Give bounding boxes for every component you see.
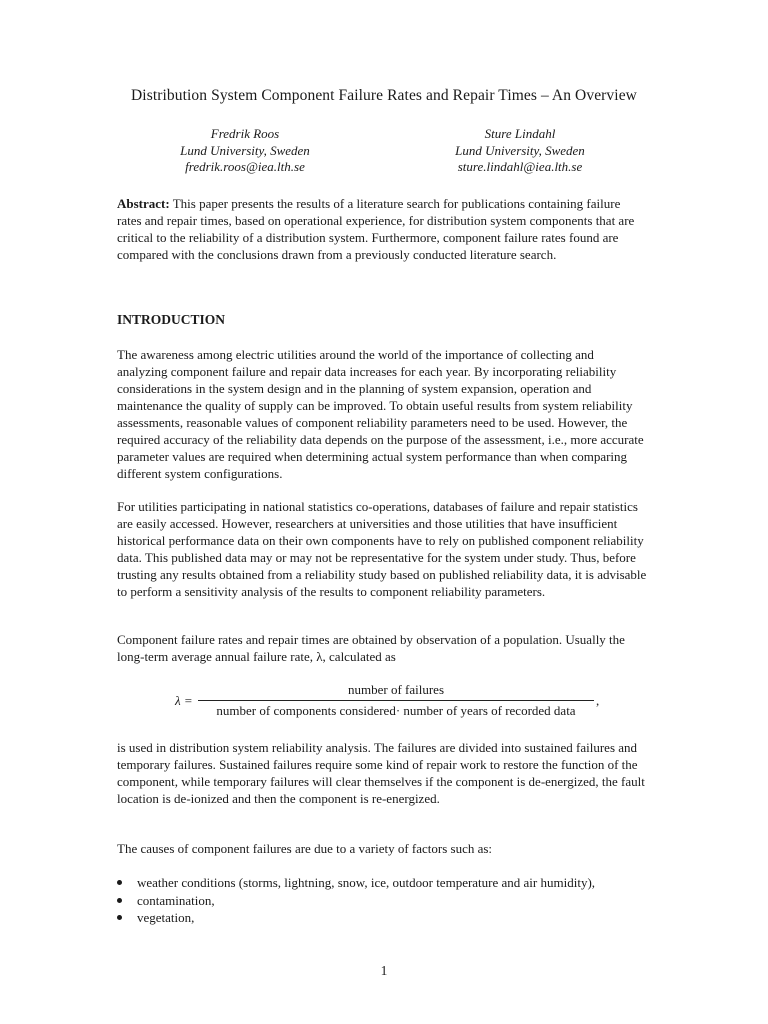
list-item-text: vegetation, — [137, 910, 195, 925]
paragraph-3 — [117, 631, 647, 665]
formula-lambda: λ = — [175, 693, 193, 708]
section-heading-introduction: INTRODUCTION — [117, 312, 226, 327]
author-affiliation: Lund University, Sweden — [455, 142, 585, 158]
author-name: Fredrik Roos — [210, 126, 280, 141]
formula-denominator: number of components considered· number of years of recorded data — [216, 703, 576, 718]
bullet-icon — [117, 880, 122, 885]
author-affiliation: Lund University, Sweden — [180, 142, 310, 158]
list-item — [117, 909, 677, 927]
list-item-text: weather conditions (storms, lightning, snow, ice, outdoor temperature and air humidity), — [137, 875, 596, 890]
paper-title: Distribution System Component Failure Rates and Repair Times – An Overview — [131, 87, 637, 104]
formula-comma: , — [596, 693, 600, 708]
abstract-label: Abstract: — [117, 196, 170, 211]
paragraph-text: The causes of component failures are due to a variety of factors such as: — [117, 841, 493, 856]
failure-rate-formula — [175, 682, 615, 722]
paragraph-text: For utilities participating in national statistics co-operations, databases of failure and repair statistics are easily accessed. However, researchers at universities and those utilities that have insufficient historical performance data on their own components have to rely on published component reliability data. This published data may or may not be representative for the system under study. Thus, before trusting any results obtained from a reliability study based on published reliability data, it is advisable to perform a sensitivity analysis of the results to component reliability parameters. — [117, 499, 647, 599]
paragraph-text: is used in distribution system reliability analysis. The failures are divided into sustained failures and temporary failures. Sustained failures require some kind of repair work to restore the function of the component, while temporary failures will clear themselves if the component is de-energized, the fault location is de-ionized and then the component is re-energized. — [117, 740, 645, 806]
list-item — [117, 892, 677, 910]
bullet-icon — [117, 898, 122, 903]
paragraph-1 — [117, 346, 647, 482]
author-name: Sture Lindahl — [484, 126, 556, 141]
author-email: sture.lindahl@iea.lth.se — [457, 159, 583, 174]
cause-bullet-list — [117, 874, 677, 927]
paragraph-text: The awareness among electric utilities around the world of the importance of collecting and analyzing component failure and repair data increases for each year. By incorporating reliability considerations in the system design and in the planning of system expansion, operation and maintenance the quality of supply can be improved. To obtain useful results from system reliability assessments, reasonable values of component reliability parameters need to be used. However, the required accuracy of the reliability data depends on the purpose of the assessment, i.e., more accurate parameter values are required when determining actual system performance than when comparing different system configurations. — [117, 347, 644, 481]
paragraph-2 — [117, 498, 647, 600]
abstract — [117, 195, 647, 263]
formula-numerator: number of failures — [347, 682, 445, 697]
paragraph-4 — [117, 739, 647, 807]
paragraph-text: Component failure rates and repair times are obtained by observation of a population. Usually the long-term average annual failure rate, λ, calculated as — [117, 632, 625, 664]
paragraph-5 — [117, 840, 647, 857]
list-item — [117, 874, 677, 892]
abstract-text: This paper presents the results of a literature search for publications containing failure rates and repair times, based on operational experience, for distribution system components that are critical to the reliability of a distribution system. Furthermore, component failure rates found are compared with the conclusions drawn from a previously conducted literature search. — [117, 196, 635, 262]
fraction-bar — [198, 700, 594, 701]
author-block-2 — [400, 126, 640, 176]
bullet-icon — [117, 915, 122, 920]
author-email: fredrik.roos@iea.lth.se — [185, 159, 305, 174]
page-number: 1 — [380, 963, 388, 978]
list-item-text: contamination, — [137, 892, 215, 908]
author-block-1 — [125, 126, 365, 176]
